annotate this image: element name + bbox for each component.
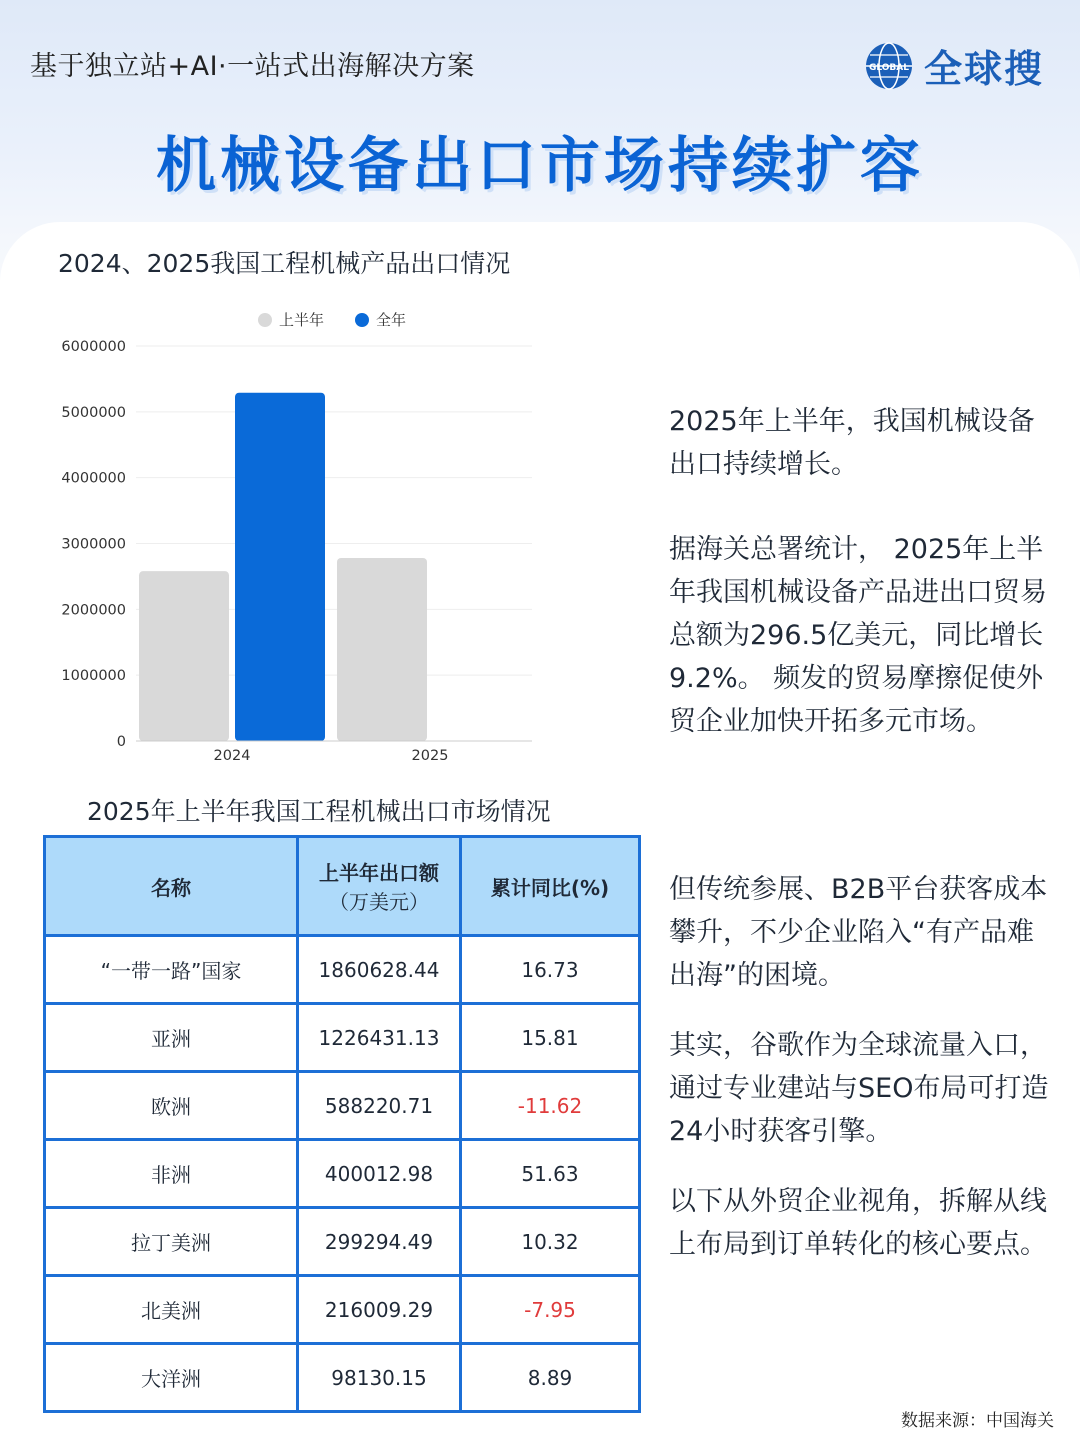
- y-tick-label: 1000000: [61, 668, 126, 685]
- paragraph-outline: 以下从外贸企业视角，拆解从线上布局到订单转化的核心要点。: [669, 1186, 1047, 1260]
- cell-amount: 299294.49: [298, 1208, 461, 1276]
- cell-name: 欧洲: [45, 1072, 298, 1140]
- cell-name: “一带一路”国家: [45, 936, 298, 1004]
- data-source: 数据来源：中国海关: [901, 1411, 1054, 1431]
- table-row: [45, 1276, 640, 1344]
- cell-yoy: 16.73: [461, 936, 640, 1004]
- y-tick-label: 6000000: [61, 339, 126, 355]
- bar: [139, 571, 229, 741]
- cell-name: 非洲: [45, 1140, 298, 1208]
- cell-name: 拉丁美洲: [45, 1208, 298, 1276]
- cell-amount: 1860628.44: [298, 936, 461, 1004]
- cell-amount: 216009.29: [298, 1276, 461, 1344]
- cell-amount: 400012.98: [298, 1140, 461, 1208]
- x-tick-label: 2024: [213, 748, 251, 764]
- chart-title: 2024、2025我国工程机械产品出口情况: [58, 249, 511, 278]
- legend-label: 上半年: [279, 311, 325, 329]
- table-row: [45, 1004, 640, 1072]
- cell-yoy: 8.89: [461, 1344, 640, 1412]
- globe-icon: [864, 41, 914, 91]
- table-row: [45, 1344, 640, 1412]
- header-amount: [298, 837, 461, 936]
- cell-amount: 588220.71: [298, 1072, 461, 1140]
- cell-yoy: 10.32: [461, 1208, 640, 1276]
- legend-label: 全年: [376, 311, 407, 329]
- header-name: 名称: [45, 837, 298, 936]
- cell-name: 大洋洲: [45, 1344, 298, 1412]
- market-table: [43, 835, 641, 1413]
- table-title: 2025年上半年我国工程机械出口市场情况: [87, 797, 551, 826]
- legend-marker: [355, 313, 369, 327]
- paragraph-statistics: 据海关总署统计， 2025年上半年我国机械设备产品进出口贸易总额为296.5亿美元，同比增长9.2%。 频发的贸易摩擦促使外贸企业加快开拓多元市场。: [669, 534, 1047, 737]
- header-amount-unit: （万美元）: [329, 890, 429, 914]
- paragraph-intro: 2025年上半年，我国机械设备出口持续增长。: [669, 406, 1035, 480]
- bar: [235, 393, 325, 741]
- y-tick-label: 2000000: [61, 602, 126, 619]
- table-row: [45, 1140, 640, 1208]
- cell-yoy: -7.95: [461, 1276, 640, 1344]
- y-tick-label: 3000000: [61, 536, 126, 553]
- brand-logo[interactable]: [864, 38, 1044, 93]
- table-row: [45, 1072, 640, 1140]
- paragraph-challenge: 但传统参展、B2B平台获客成本攀升，不少企业陷入“有产品难出海”的困境。: [669, 874, 1048, 991]
- header-amount-label: 上半年出口额: [319, 861, 439, 885]
- bar: [337, 558, 427, 741]
- cell-yoy: 51.63: [461, 1140, 640, 1208]
- page-title: 机械设备出口市场持续扩容: [156, 131, 924, 201]
- cell-amount: 1226431.13: [298, 1004, 461, 1072]
- cell-name: 亚洲: [45, 1004, 298, 1072]
- paragraph-google: 其实，谷歌作为全球流量入口，通过专业建站与SEO布局可打造24小时获客引擎。: [669, 1030, 1049, 1147]
- header-yoy: 累计同比(%): [461, 837, 640, 936]
- y-tick-label: 0: [116, 734, 126, 750]
- y-tick-label: 5000000: [61, 404, 126, 421]
- cell-yoy: 15.81: [461, 1004, 640, 1072]
- logo-mark-text: GLOBAL: [868, 62, 909, 73]
- table-row: [45, 1208, 640, 1276]
- cell-yoy: -11.62: [461, 1072, 640, 1140]
- table-header-row: [45, 837, 640, 936]
- cell-name: 北美洲: [45, 1276, 298, 1344]
- tagline: 基于独立站+AI·一站式出海解决方案: [30, 51, 475, 82]
- cell-amount: 98130.15: [298, 1344, 461, 1412]
- x-tick-label: 2025: [411, 748, 449, 764]
- logo-text: 全球搜: [923, 47, 1044, 91]
- y-tick-label: 4000000: [61, 470, 126, 487]
- table-row: [45, 936, 640, 1004]
- legend-marker: [258, 313, 272, 327]
- bar-chart: [40, 296, 550, 776]
